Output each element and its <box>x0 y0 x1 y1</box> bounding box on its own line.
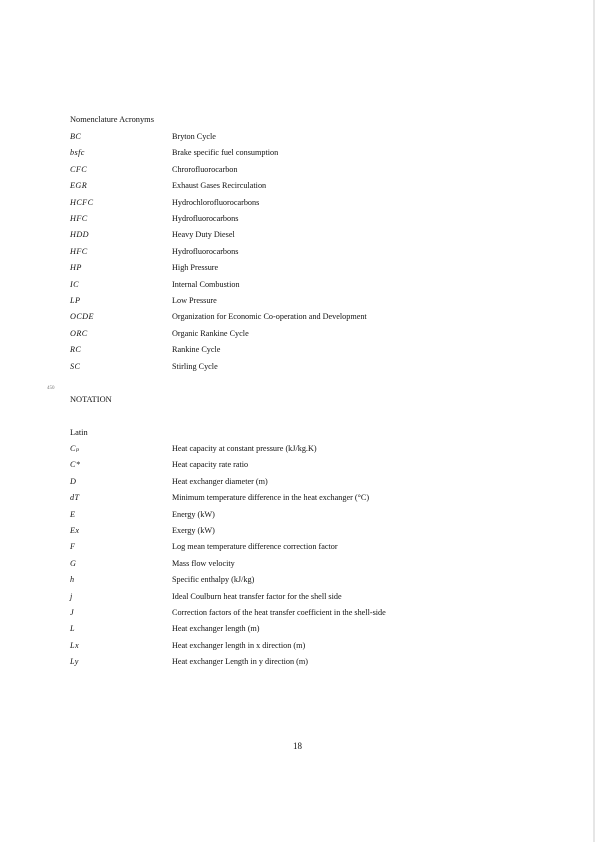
latin-description: Minimum temperature difference in the heat exchanger (°C) <box>172 493 370 503</box>
latin-description: Exergy (kW) <box>172 526 215 535</box>
nomenclature-row <box>70 164 530 176</box>
latin-description: Heat capacity at constant pressure (kJ/kg.K) <box>172 444 317 453</box>
latin-row <box>70 640 530 652</box>
nomenclature-row <box>70 311 530 323</box>
latin-description: Ideal Coulburn heat transfer factor for the shell side <box>172 591 342 601</box>
latin-symbol: D <box>70 476 77 486</box>
latin-row <box>70 525 530 537</box>
latin-description: Heat exchanger length in x direction (m) <box>172 640 306 650</box>
latin-description: Heat capacity rate ratio <box>172 460 249 470</box>
latin-row <box>70 476 530 488</box>
latin-symbol: E <box>70 509 76 519</box>
latin-row <box>70 656 530 668</box>
latin-row <box>70 558 530 570</box>
acronym-symbol: EGR <box>70 181 88 191</box>
latin-symbol: Cₚ <box>70 444 80 453</box>
latin-row <box>70 509 530 521</box>
latin-description: Heat exchanger length (m) <box>172 624 260 634</box>
nomenclature-row <box>70 197 530 209</box>
acronym-description: Heavy Duty Diesel <box>172 230 235 240</box>
latin-description: Heat exchanger diameter (m) <box>172 476 268 486</box>
latin-description: Energy (kW) <box>172 509 215 519</box>
nomenclature-row <box>70 328 530 340</box>
latin-symbol: Lx <box>70 640 79 650</box>
latin-heading: Latin <box>70 428 88 437</box>
latin-row <box>70 574 530 586</box>
acronym-description: Brake specific fuel consumption <box>172 148 279 158</box>
latin-row <box>70 591 530 603</box>
acronym-symbol: HFC <box>70 214 88 223</box>
latin-description: Specific enthalpy (kJ/kg) <box>172 575 255 585</box>
latin-description: Correction factors of the heat transfer coefficient in the shell-side <box>172 608 386 617</box>
latin-symbol: dT <box>70 493 80 503</box>
nomenclature-row <box>70 344 530 356</box>
acronym-description: Stirling Cycle <box>172 361 218 371</box>
acronym-description: High Pressure <box>172 263 219 273</box>
notation-heading: NOTATION <box>70 395 112 404</box>
acronym-description: Rankine Cycle <box>172 345 221 355</box>
acronym-description: Low Pressure <box>172 296 217 305</box>
latin-symbol: h <box>70 575 75 585</box>
acronym-description: Hydrofluorocarbons <box>172 214 239 223</box>
acronym-symbol: CFC <box>70 164 88 174</box>
latin-row <box>70 623 530 635</box>
acronym-description: Exhaust Gases Recirculation <box>172 181 267 191</box>
latin-description: Log mean temperature difference correction factor <box>172 542 338 552</box>
acronym-symbol: HFC <box>70 246 88 256</box>
latin-row <box>70 607 530 619</box>
nomenclature-row <box>70 361 530 373</box>
latin-row <box>70 443 530 455</box>
acronym-symbol: HCFC <box>70 197 94 207</box>
acronym-symbol: LP <box>70 296 81 305</box>
acronym-description: Hydrochlorofluorocarbons <box>172 197 260 207</box>
acronym-description: Internal Combustion <box>172 279 240 289</box>
nomenclature-row <box>70 229 530 241</box>
acronym-description: Chrorofluorocarbon <box>172 164 238 174</box>
latin-row <box>70 492 530 504</box>
page-number: 18 <box>293 741 302 751</box>
nomenclature-row <box>70 262 530 274</box>
acronym-symbol: SC <box>70 361 81 371</box>
nomenclature-heading: Nomenclature Acronyms <box>70 115 154 124</box>
acronym-symbol: OCDE <box>70 312 94 322</box>
nomenclature-row <box>70 180 530 192</box>
acronym-description: Organization for Economic Co-operation and Development <box>172 312 367 322</box>
latin-row <box>70 541 530 553</box>
acronym-description: Hydrofluorocarbons <box>172 246 239 256</box>
acronym-symbol: BC <box>70 132 82 141</box>
acronym-symbol: bsfc <box>70 148 85 158</box>
latin-row <box>70 459 530 471</box>
latin-symbol: J <box>70 608 75 617</box>
nomenclature-row <box>70 295 530 307</box>
acronym-symbol: HP <box>70 263 82 273</box>
nomenclature-row <box>70 147 530 159</box>
acronym-description: Bryton Cycle <box>172 132 216 141</box>
latin-symbol: F <box>70 542 76 552</box>
latin-symbol: Ex <box>70 526 80 535</box>
acronym-symbol: IC <box>70 279 79 289</box>
acronym-symbol: HDD <box>70 230 89 240</box>
latin-symbol: G <box>70 558 77 568</box>
nomenclature-row <box>70 213 530 225</box>
latin-symbol: C* <box>70 460 81 470</box>
latin-symbol: j <box>70 591 73 601</box>
acronym-description: Organic Rankine Cycle <box>172 328 249 338</box>
latin-symbol: Ly <box>70 657 79 667</box>
margin-line-number: 450 <box>47 386 55 391</box>
acronym-symbol: RC <box>70 345 82 355</box>
latin-description: Mass flow velocity <box>172 558 235 568</box>
nomenclature-row <box>70 246 530 258</box>
latin-description: Heat exchanger Length in y direction (m) <box>172 657 308 667</box>
nomenclature-row <box>70 131 530 143</box>
acronym-symbol: ORC <box>70 328 88 338</box>
nomenclature-row <box>70 279 530 291</box>
latin-symbol: L <box>70 624 75 634</box>
